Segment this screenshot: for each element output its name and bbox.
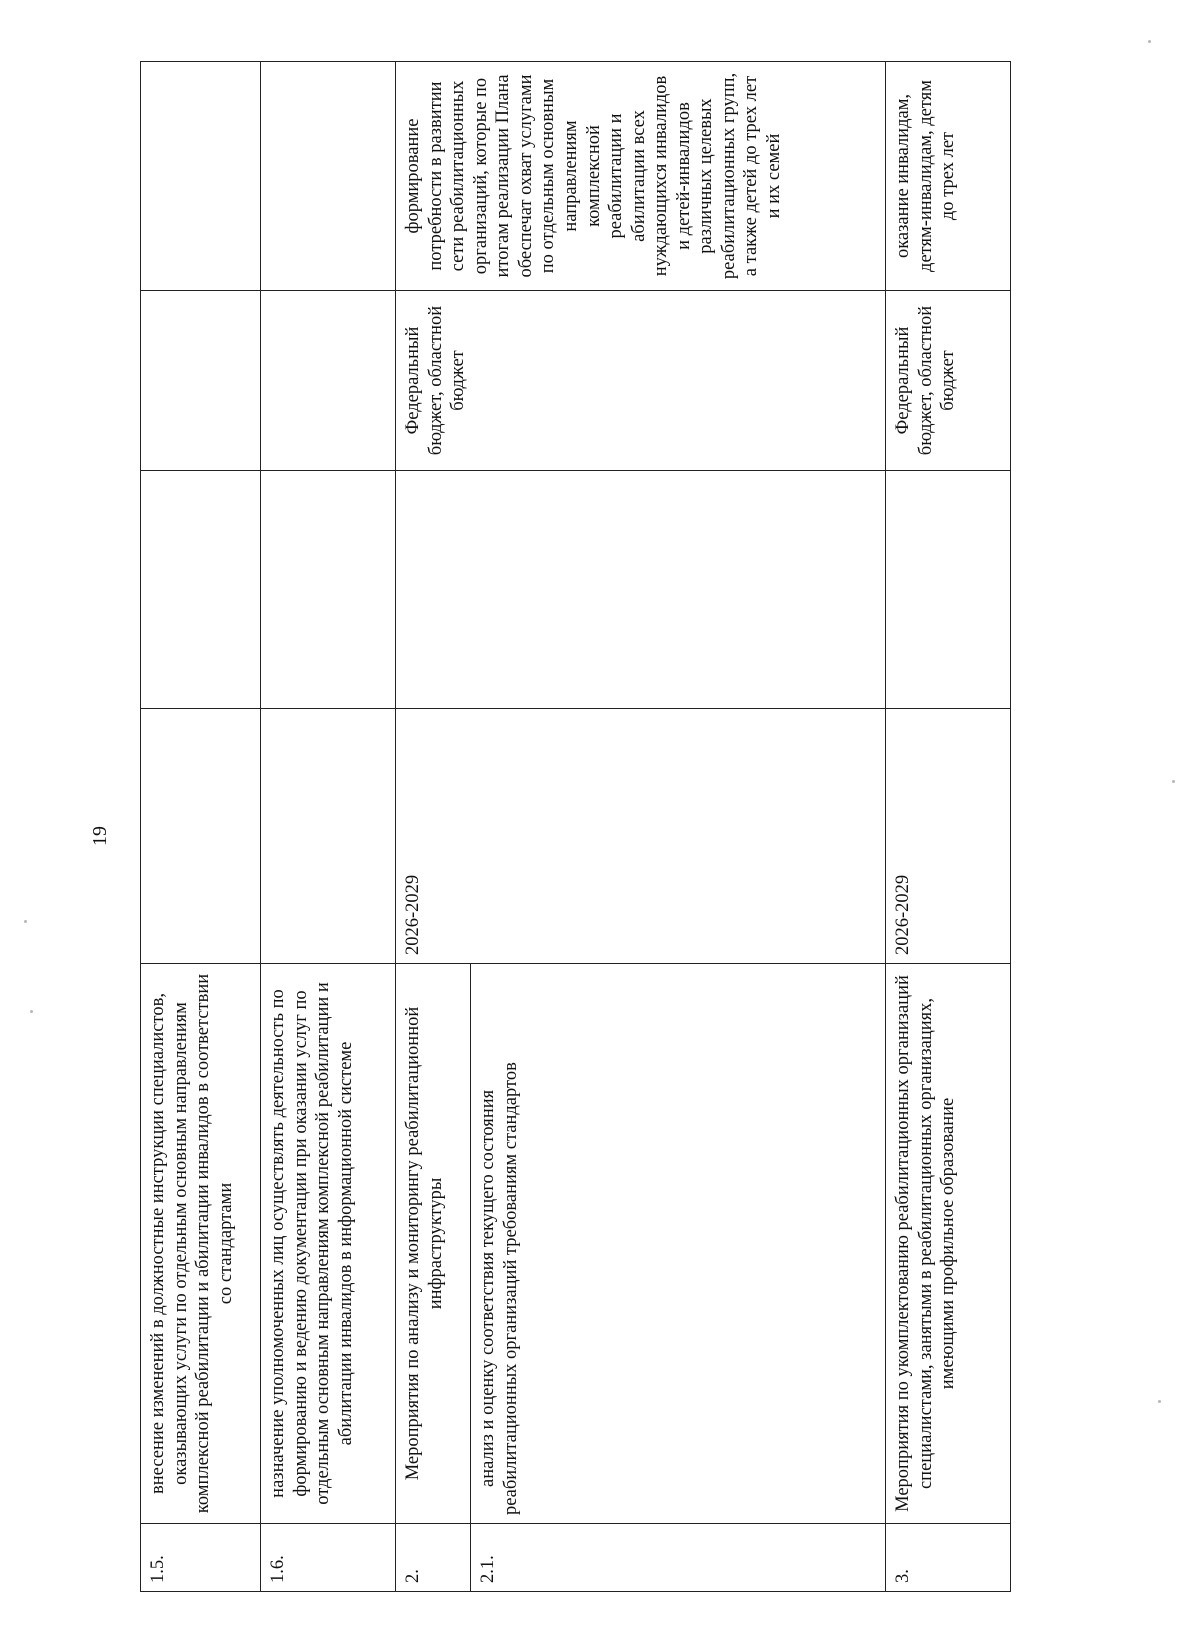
- measure-text: назначение уполномоченных лиц осуществлять деятельность по формированию и ведению документации при оказании услуг по отдельным основным направлениям комплексной реабилитации и абилитации инвалидов в информационной системе: [261, 964, 396, 1524]
- funding-cell: [261, 291, 396, 471]
- scan-speck: [1172, 780, 1175, 783]
- row-number: 1.5.: [141, 1524, 261, 1592]
- result-cell: оказание инвалидам, детям-инвалидам, детям до трех лет: [886, 62, 1011, 291]
- empty-cell: [261, 471, 396, 709]
- empty-cell: [886, 471, 1011, 709]
- funding-cell: Федеральный бюджет, областной бюджет: [886, 291, 1011, 471]
- period-cell: [141, 709, 261, 964]
- table-row: [886, 62, 1011, 1592]
- empty-cell: [141, 471, 261, 709]
- funding-cell: [141, 291, 261, 471]
- empty-cell: [396, 471, 886, 709]
- period-cell: [261, 709, 396, 964]
- row-number: 1.6.: [261, 1524, 396, 1592]
- scan-speck: [24, 920, 27, 923]
- scan-speck: [1158, 1400, 1161, 1403]
- table-row: [396, 62, 471, 1592]
- funding-cell: Федеральный бюджет, областной бюджет: [396, 291, 886, 471]
- period-cell: 2026-2029: [886, 709, 1011, 964]
- scan-speck: [1148, 40, 1151, 43]
- rotated-table-container: [140, 62, 1010, 1592]
- result-cell: [261, 62, 396, 291]
- scan-speck: [30, 1010, 33, 1013]
- result-cell: формирование потребности в развитии сети реабилитационных организаций, которые по итогам реализации Плана обеспечат охват услугами по отдельным основным направлениям комплексной реабилитации и абилитации всех нуждающихся инвалидов и детей-инвалидов различных целевых реабилитационных групп, а также детей до трех лет и их семей: [396, 62, 886, 291]
- table-row: [141, 62, 261, 1592]
- measures-table: [140, 61, 1011, 1592]
- measure-text: внесение изменений в должностные инструкции специалистов, оказывающих услуги по отдельным основным направлениям комплексной реабилитации и абилитации инвалидов в соответствии со стандартами: [141, 964, 261, 1524]
- result-cell: [141, 62, 261, 291]
- table-row: [261, 62, 396, 1592]
- measure-text: Мероприятия по анализу и мониторингу реабилитационной инфраструктуры: [396, 964, 471, 1524]
- measure-text: Мероприятия по укомплектованию реабилитационных организаций специалистами, занятыми в реабилитационных организациях, имеющими профильное образование: [886, 964, 1011, 1524]
- page-number: 19: [89, 826, 111, 846]
- row-number: 3.: [886, 1524, 1011, 1592]
- period-cell: 2026-2029: [396, 709, 886, 964]
- measure-text: анализ и оценку соответствия текущего состояния реабилитационных организаций требованиям стандартов: [471, 964, 886, 1524]
- row-number: 2.: [396, 1524, 471, 1592]
- row-number: 2.1.: [471, 1524, 886, 1592]
